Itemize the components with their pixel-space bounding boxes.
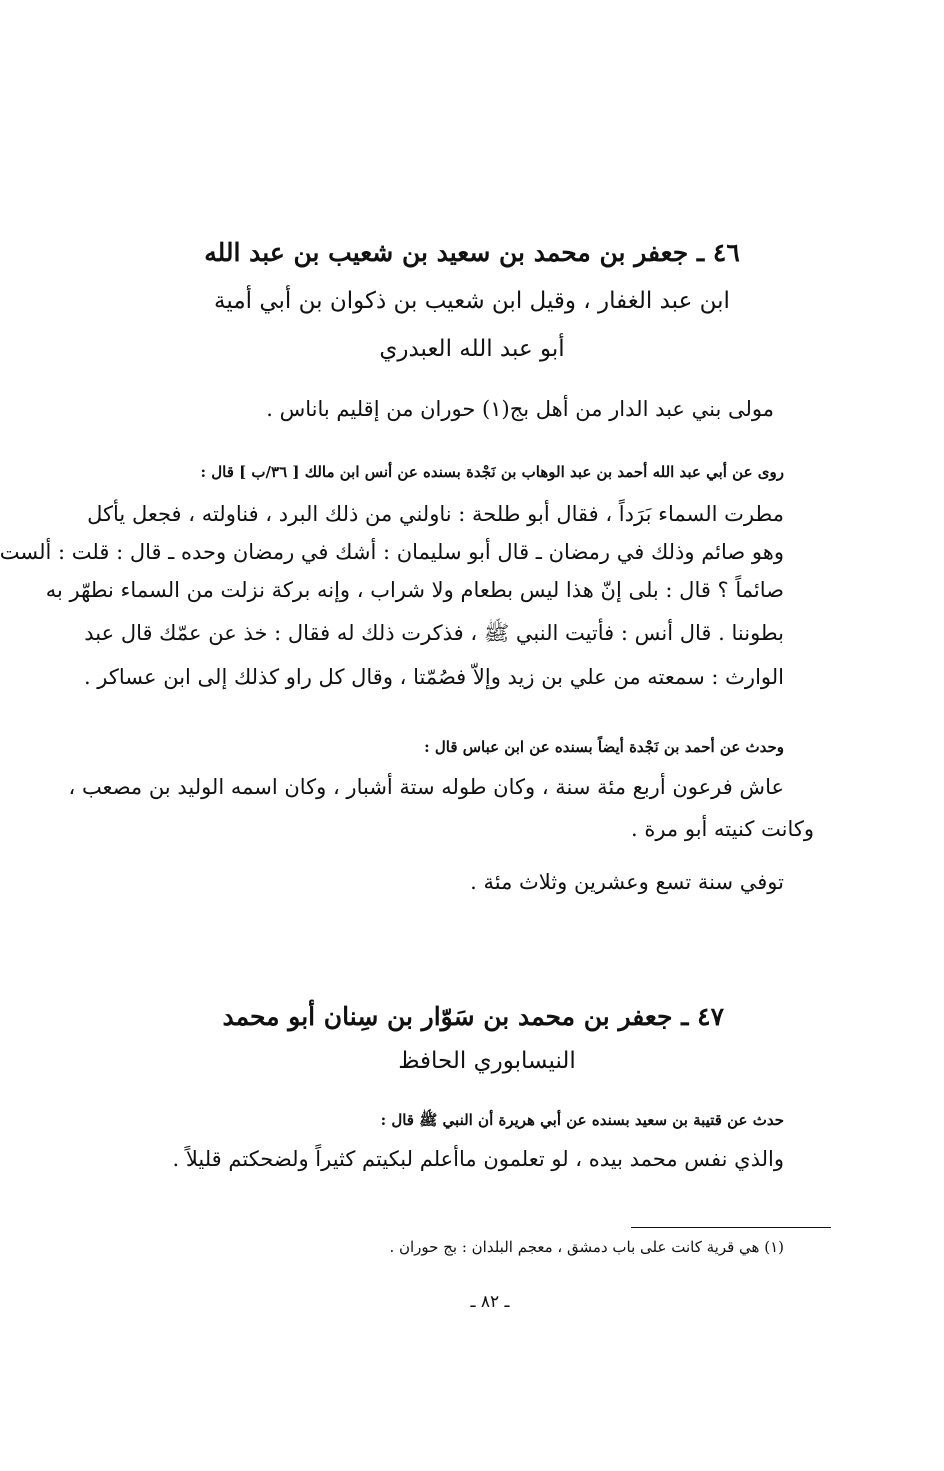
entry-46-isnad-2: وحدث عن أحمد بن نَجْدة أيضاً بسنده عن ابن عباس قال : (424, 738, 784, 756)
hadith-1-line-2: وهو صائم وذلك في رمضان ـ قال أبو سليمان : أشك في رمضان وحده ـ قال : قلت : ألست (0, 540, 784, 564)
hadith-1-line-1: مطرت السماء بَرَداً ، فقال أبو طلحة : ناولني من ذلك البرد ، فناولته ، فجعل يأكل (87, 502, 784, 526)
entry-46-subtitle-1: ابن عبد الغفار ، وقيل ابن شعيب بن ذكوان بن أبي أمية (214, 288, 730, 314)
hadith-1-line-3: صائماً ؟ قال : بلى إنّ هذا ليس بطعام ولا شراب ، وإنه بركة نزلت من السماء نطهّر به (45, 578, 784, 602)
entry-47-hadith: والذي نفس محمد بيده ، لو تعلمون ماأعلم لبكيتم كثيراً ولضحكتم قليلاً . (172, 1147, 784, 1171)
entry-47-title: ٤٧ ـ جعفر بن محمد بن سَوّار بن سِنان أبو محمد (222, 1002, 724, 1031)
hadith-1-line-5: الوارث : سمعته من علي بن زيد وإلاّ فصُمّتا ، وقال كل راو كذلك إلى ابن عساكر . (83, 665, 784, 689)
entry-47-isnad: حدث عن قتيبة بن سعيد بسنده عن أبي هريرة أن النبي ﷺ قال : (380, 1111, 784, 1129)
entry-46-isnad-1: روى عن أبي عبد الله أحمد بن عبد الوهاب بن نَجْدة بسنده عن أنس ابن مالك [ ٣٦/ب ] قال : (200, 463, 784, 481)
hadith-2-line-2: وكانت كنيته أبو مرة . (630, 817, 814, 841)
entry-46-death: توفي سنة تسع وعشرين وثلاث مئة . (470, 870, 784, 894)
entry-46-subtitle-2: أبو عبد الله العبدري (379, 336, 565, 362)
hadith-1-line-4: بطوننا . قال أنس : فأتيت النبي ﷺ ، فذكرت ذلك له فقال : خذ عن عمّك قال عبد (84, 621, 784, 645)
footnote-1: (١) هي قرية كانت على باب دمشق ، معجم البلدان : بج حوران . (389, 1238, 784, 1256)
hadith-2-line-1: عاش فرعون أربع مئة سنة ، وكان طوله ستة أشبار ، وكان اسمه الوليد بن مصعب ، (68, 775, 784, 799)
entry-47-subtitle: النيسابوري الحافظ (398, 1048, 576, 1074)
entry-46-mawla: مولى بني عبد الدار من أهل بج(١) حوران من إقليم باناس . (266, 397, 774, 421)
footnote-separator (631, 1227, 831, 1228)
entry-46-title: ٤٦ ـ جعفر بن محمد بن سعيد بن شعيب بن عبد الله (204, 238, 740, 267)
page-number: ـ ٨٢ ـ (470, 1292, 510, 1312)
